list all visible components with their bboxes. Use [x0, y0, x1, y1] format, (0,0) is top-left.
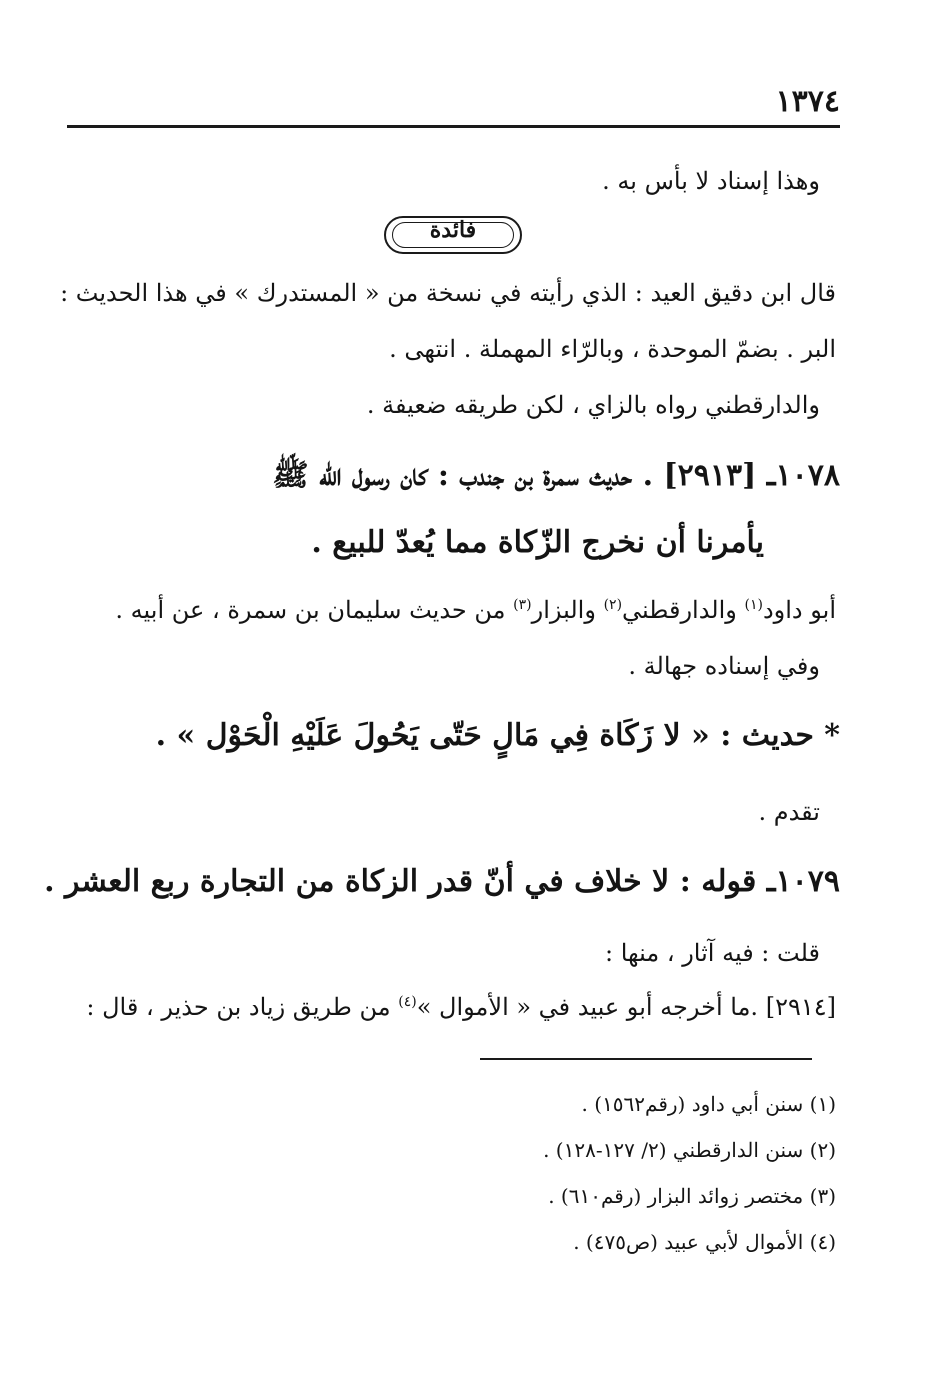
text-line: قال ابن دقيق العيد : الذي رأيته في نسخة من « المستدرك » في هذا الحديث : — [60, 279, 836, 307]
text-line: وفي إسناده جهالة . — [628, 652, 820, 680]
text-line: وهذا إسناد لا بأس به . — [602, 167, 820, 195]
heading-1079: ١٠٧٩ـ قوله : لا خلاف في أنّ قدر الزكاة من التجارة ربع العشر . — [44, 864, 840, 899]
hadith-heading-1078: ١٠٧٨ـ [٢٩١٣] . حديث سمرة بن جندب : كان رسول الله ﷺ — [272, 458, 840, 493]
header-rule — [67, 125, 840, 128]
page-number: ١٣٧٤ — [775, 84, 840, 119]
fawaid-label: فائدة — [429, 217, 477, 243]
text-part: أبو داود — [762, 596, 836, 624]
hadith-heading-1078-cont: يأمرنا أن نخرج الزّكاة مما يُعدّ للبيع . — [311, 525, 764, 560]
footnote-ref: (١) — [744, 597, 763, 613]
text-part: من طريق زياد بن حذير ، قال : — [86, 993, 399, 1021]
hadith-quote: * حديث : « لا زَكَاة فِي مَالٍ حَتّى يَحُولَ عَلَيْهِ الْحَوْل » . — [155, 718, 840, 753]
text-part: والدارقطني — [622, 596, 745, 624]
text-line — [115, 596, 836, 624]
text-line: والدارقطني رواه بالزاي ، لكن طريقه ضعيفة . — [366, 391, 820, 419]
text-part: [٢٩١٤] .ما أخرجه أبو عبيد في « الأموال » — [416, 993, 836, 1021]
text-line — [86, 993, 836, 1021]
footnote: (١) سنن أبي داود (رقم١٥٦٢) . — [581, 1092, 836, 1116]
footnote: (٤) الأموال لأبي عبيد (ص٤٧٥) . — [573, 1230, 836, 1254]
text-line: قلت : فيه آثار ، منها : — [605, 939, 820, 967]
text-part: والبزار — [531, 596, 604, 624]
footnote: (٣) مختصر زوائد البزار (رقم٦١٠) . — [548, 1184, 836, 1208]
footnote-ref: (٤) — [398, 994, 417, 1010]
text-line: تقدم . — [758, 798, 820, 826]
text-line: البر . بضمّ الموحدة ، وبالرّاء المهملة . انتهى . — [389, 335, 836, 363]
footnote-ref: (٢) — [603, 597, 623, 613]
text-part: من حديث سليمان بن سمرة ، عن أبيه . — [115, 596, 514, 624]
footnote: (٢) سنن الدارقطني (٢/ ١٢٧-١٢٨) . — [543, 1138, 836, 1162]
footnote-rule — [480, 1058, 812, 1060]
footnote-ref: (٣) — [513, 597, 532, 613]
